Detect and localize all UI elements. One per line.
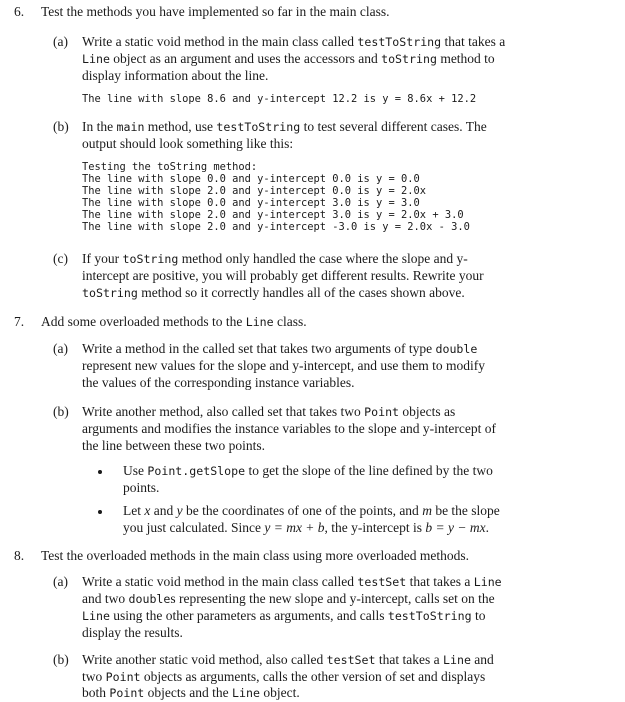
part-7a-label: (a)	[53, 341, 68, 356]
part-7a-line-1: Write a method in the called set that takes two arguments of type double	[82, 341, 478, 356]
part-7a-line-3: the values of the corresponding instance variables.	[82, 375, 355, 390]
part-8a-line-1: Write a static void method in the main class called testSet that takes a Line	[82, 574, 502, 589]
part-8a-line-4: display the results.	[82, 625, 183, 640]
part-7b-line-3: the line between these two points.	[82, 438, 265, 453]
part-7a-line-2: represent new values for the slope and y-intercept, and use them to modify	[82, 358, 485, 373]
bullet-dot	[98, 510, 102, 514]
part-8b-label: (b)	[53, 652, 69, 667]
part-6a-label: (a)	[53, 34, 68, 49]
output-line: The line with slope 2.0 and y-intercept 0.0 is y = 2.0x	[82, 185, 427, 197]
part-6c-label: (c)	[53, 251, 68, 266]
part-8a-line-3: Line using the other parameters as arguments, and calls testToString to	[82, 608, 486, 623]
part-8a-line-2: and two doubles representing the new slope and y-intercept, calls set on the	[82, 591, 495, 606]
part-6b-label: (b)	[53, 119, 69, 134]
question-7-text: Add some overloaded methods to the Line class.	[41, 314, 307, 329]
part-6b-line-2: output should look something like this:	[82, 136, 294, 151]
question-8-text: Test the overloaded methods in the main class using more overloaded methods.	[41, 548, 469, 563]
question-6-text: Test the methods you have implemented so far in the main class.	[41, 4, 390, 19]
bullet-dot	[98, 470, 102, 474]
part-7b-label: (b)	[53, 404, 69, 419]
part-6a-line-1: Write a static void method in the main class called testToString that takes a	[82, 34, 506, 49]
part-6c-line-1: If your toString method only handled the case where the slope and y-	[82, 251, 468, 266]
part-8b-line-2: two Point objects as arguments, calls the other version of set and displays	[82, 669, 486, 684]
question-7-number: 7.	[14, 314, 25, 329]
question-8-number: 8.	[14, 548, 25, 563]
part-8a-label: (a)	[53, 574, 68, 589]
output-line: The line with slope 2.0 and y-intercept -3.0 is y = 2.0x - 3.0	[82, 221, 470, 233]
part-8b-line-3: both Point objects and the Line object.	[82, 685, 300, 700]
output-line: Testing the toString method:	[82, 161, 258, 173]
part-6a-example-output: The line with slope 8.6 and y-intercept 12.2 is y = 8.6x + 12.2	[82, 93, 477, 105]
bullet-1-line-2: points.	[123, 480, 160, 495]
part-6a-line-3: display information about the line.	[82, 68, 269, 83]
output-line: The line with slope 2.0 and y-intercept 3.0 is y = 2.0x + 3.0	[82, 209, 464, 221]
bullet-1-line-1: Use Point.getSlope to get the slope of the line defined by the two	[123, 463, 493, 478]
part-7b-line-1: Write another method, also called set that takes two Point objects as	[82, 404, 456, 419]
part-6c-line-2: intercept are positive, you will probably get different results. Rewrite your	[82, 268, 484, 283]
part-6a-line-2: Line object as an argument and uses the accessors and toString method to	[82, 51, 495, 66]
bullet-2-line-2: you just calculated. Since y = mx + b, the y-intercept is b = y − mx.	[123, 520, 489, 535]
part-6c-line-3: toString method so it correctly handles all of the cases shown above.	[82, 285, 465, 300]
part-6b-line-1: In the main method, use testToString to test several different cases. The	[82, 119, 487, 134]
output-line: The line with slope 0.0 and y-intercept 0.0 is y = 0.0	[82, 173, 420, 185]
question-6-number: 6.	[14, 4, 25, 19]
part-7b-line-2: arguments and modifies the instance variables to the slope and y-intercept of	[82, 421, 496, 436]
output-line: The line with slope 0.0 and y-intercept 3.0 is y = 3.0	[82, 197, 420, 209]
bullet-2-line-1: Let x and y be the coordinates of one of the points, and m be the slope	[123, 503, 500, 518]
part-8b-line-1: Write another static void method, also called testSet that takes a Line and	[82, 652, 494, 667]
